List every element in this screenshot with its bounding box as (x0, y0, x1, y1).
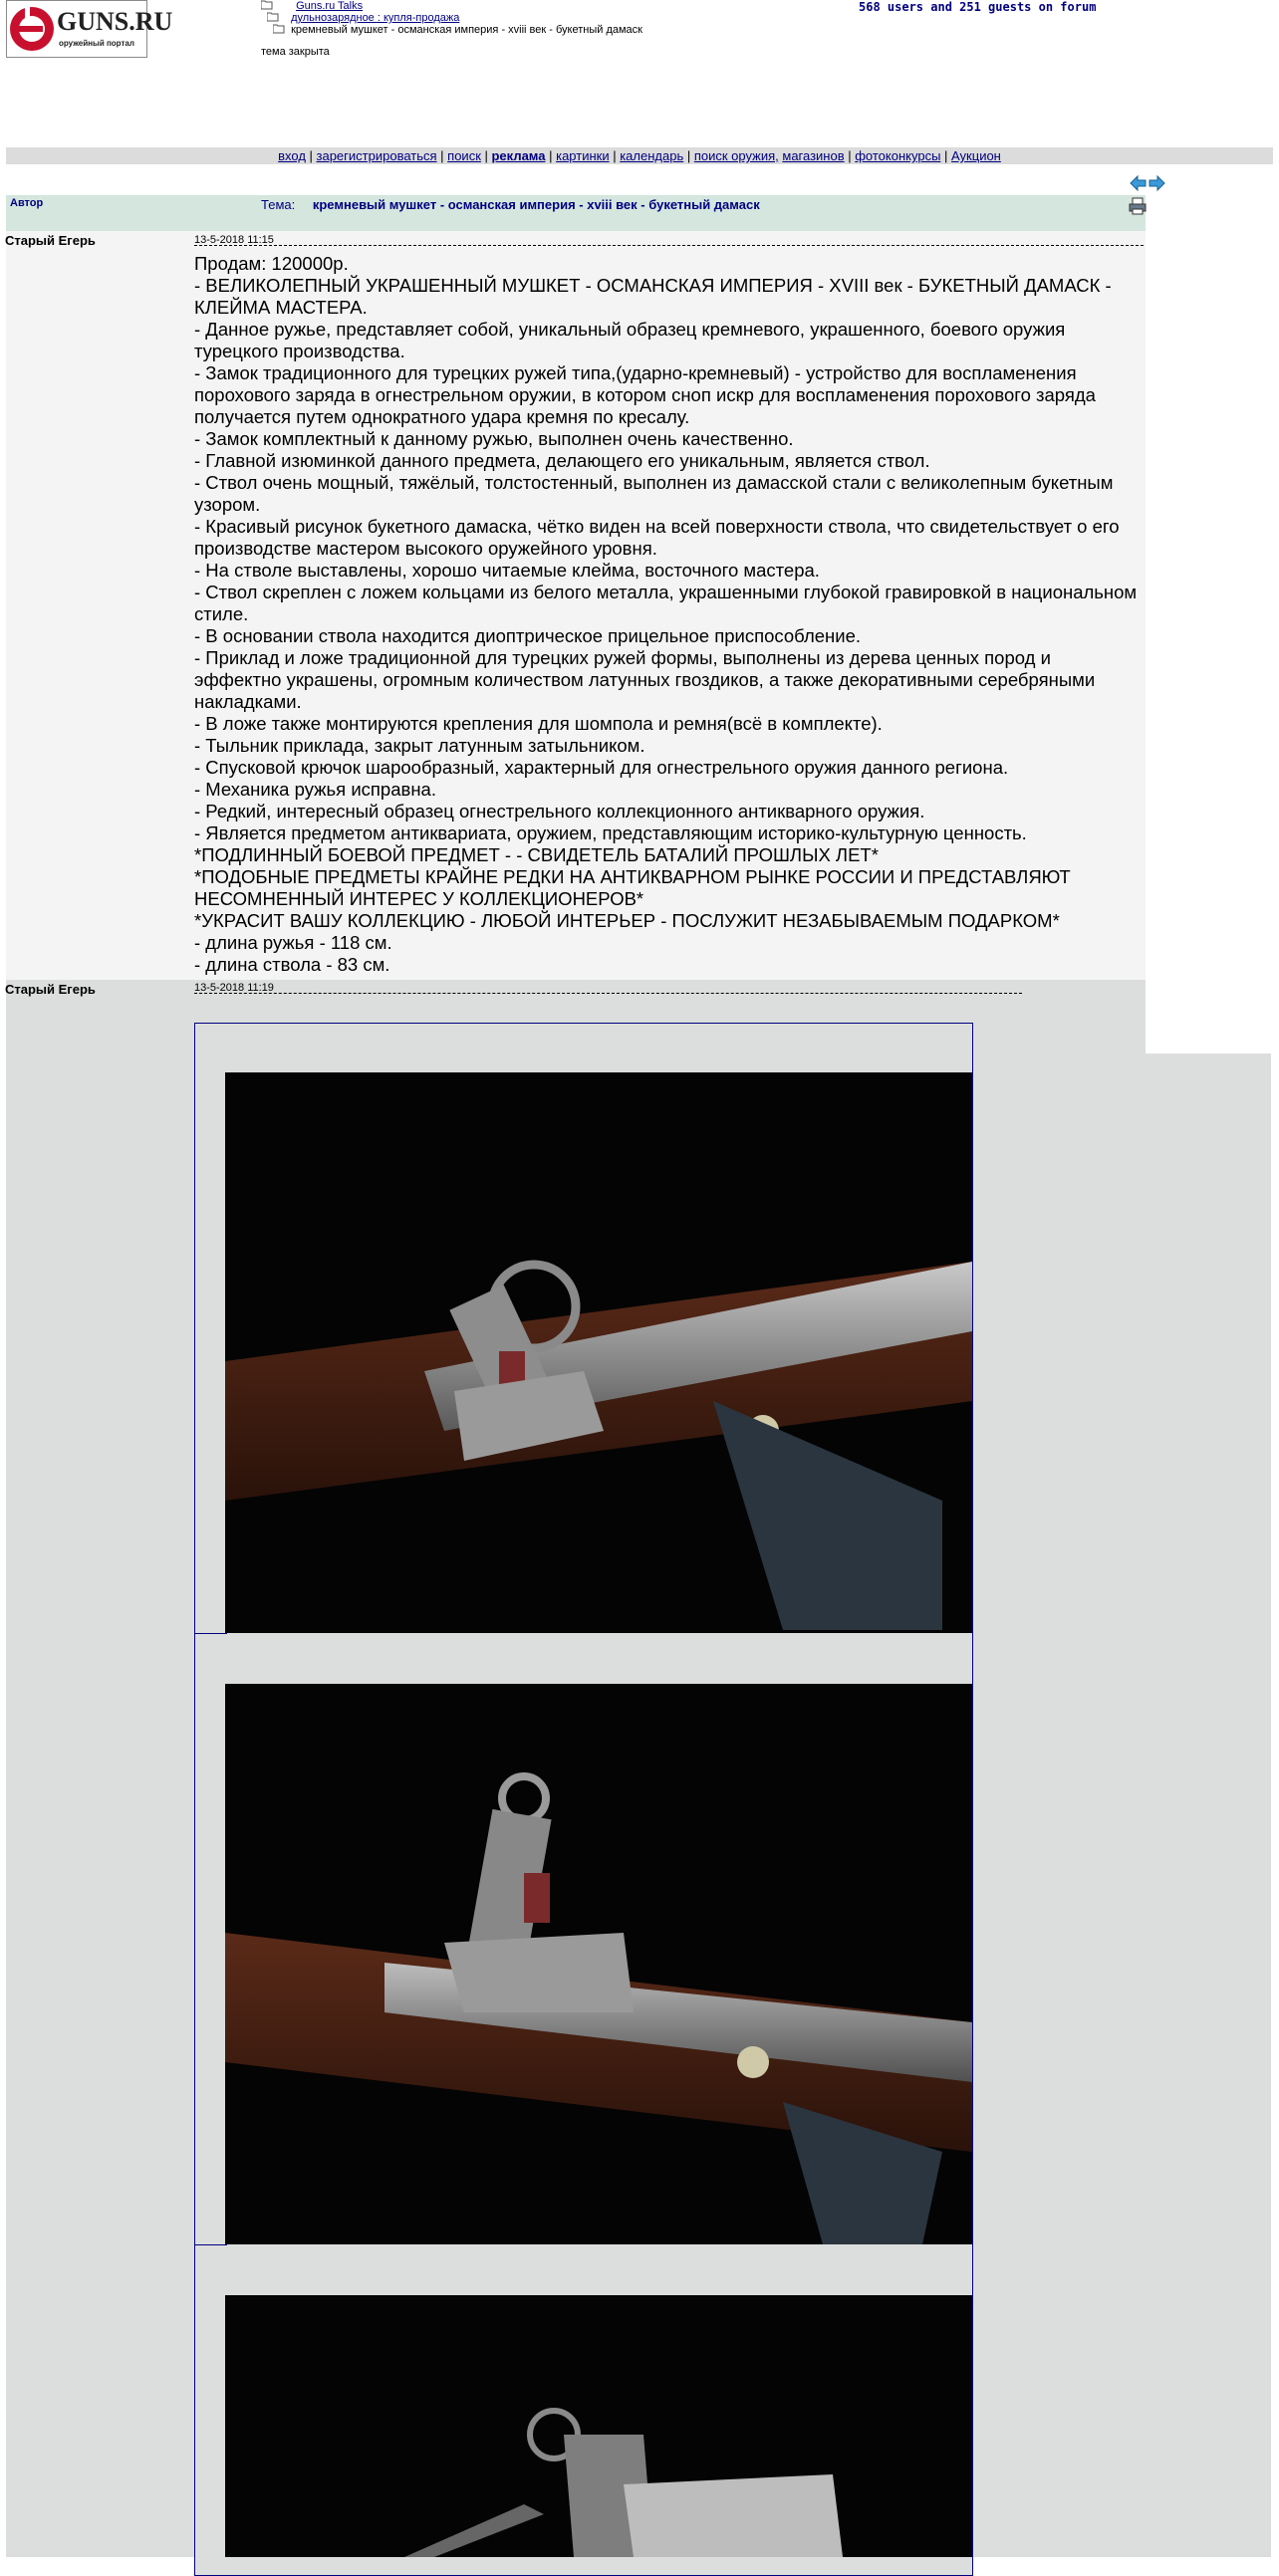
nav-search[interactable]: поиск (447, 148, 481, 163)
printer-icon[interactable] (1129, 197, 1147, 215)
post-date: 13-5-2018 11:15 (194, 234, 274, 246)
post-line: - Является предметом антиквариата, оружием, представляющим историко-культурную ценность. (194, 822, 1027, 843)
post-line: *ПОДЛИННЫЙ БОЕВОЙ ПРЕДМЕТ - - СВИДЕТЕЛЬ БАТАЛИЙ ПРОШЛЫХ ЛЕТ* (194, 844, 879, 865)
folder-open-icon (267, 12, 279, 22)
post-divider (194, 245, 1144, 246)
post-date: 13-5-2018 11:19 (194, 982, 274, 994)
post-text (194, 253, 1143, 976)
online-users-count: 568 users and 251 guests on forum (859, 0, 1097, 14)
breadcrumb-section[interactable]: дульнозарядное : купля-продажа (291, 12, 460, 24)
post-line: - длина ружья - 118 см. (194, 932, 392, 953)
musket-lock-photo[interactable] (225, 2295, 972, 2557)
post-line: - В ложе также монтируются крепления для шомпола и ремня(всё в комплекте). (194, 713, 883, 734)
post-line: - Ствол скреплен с ложем кольцами из белого металла, украшенными глубокой гравировкой в национальном стиле. (194, 582, 1138, 624)
logo-subtitle: оружейный портал (59, 39, 134, 48)
post-line: *ПОДОБНЫЕ ПРЕДМЕТЫ КРАЙНЕ РЕДКИ НА АНТИКВАРНОМ РЫНКЕ РОССИИ И ПРЕДСТАВЛЯЮТ НЕСОМНЕННЫЙ ИНТЕРЕС У КОЛЛЕКЦИОНЕРОВ* (194, 866, 1071, 909)
post-line: - Данное ружье, представляет собой, уникальный образец кремневого, украшенного, боевого оружия турецкого производства. (194, 319, 1066, 361)
nav-auction[interactable]: Аукцион (951, 148, 1001, 163)
arrow-right-icon[interactable] (1150, 176, 1164, 190)
folder-open-icon (273, 24, 285, 34)
frame-line (195, 1633, 227, 1634)
post-line: - Механика ружья исправна. (194, 779, 436, 800)
arrow-left-icon[interactable] (1131, 176, 1146, 190)
topic-label: Тема: (261, 197, 296, 212)
logo-text: GUNS.RU (57, 7, 173, 36)
post-divider (194, 993, 1022, 994)
topic-title: кремневый мушкет - османская империя - xviii век - букетный дамаск (312, 197, 760, 212)
thread-header (6, 195, 1146, 231)
breadcrumb (261, 0, 642, 36)
post-line: - ВЕЛИКОЛЕПНЫЙ УКРАШЕННЫЙ МУШКЕТ - ОСМАНСКАЯ ИМПЕРИЯ - XVIII век - БУКЕТНЫЙ ДАМАСК - КЛЕЙМА МАСТЕРА. (194, 275, 1112, 318)
author-column-header: Автор (10, 197, 44, 209)
post-line: - В основании ствола находится диоптрическое прицельное приспособление. (194, 625, 862, 646)
frame-line (195, 2244, 227, 2245)
nav-login[interactable]: вход (278, 148, 306, 163)
post-line: - На стволе выставлены, хорошо читаемые клейма, восточного мастера. (194, 560, 820, 581)
post-author-name[interactable]: Старый Егерь (5, 982, 96, 997)
topic-navigation (1130, 175, 1165, 191)
folder-open-icon (261, 0, 273, 10)
post-line: - Редкий, интересный образец огнестрельного коллекционного антикварного оружия. (194, 801, 925, 821)
post-line: - Красивый рисунок букетного дамаска, чётко виден на всей поверхности ствола, что свидетельствует о его производстве мастером высокого оружейного уровня. (194, 516, 1120, 559)
topic-status: тема закрыта (261, 46, 330, 58)
post-line: - Ствол очень мощный, тяжёлый, толстостенный, выполнен из дамасской стали с великолепным букетным узором. (194, 472, 1114, 515)
post-line: - Тыльник приклада, закрыт латунным затыльником. (194, 735, 645, 756)
post-line: - длина ствола - 83 см. (194, 954, 390, 975)
post-author-name[interactable]: Старый Егерь (5, 233, 96, 248)
post-line: - Спусковой крючок шарообразный, характерный для огнестрельного оружия данного региона. (194, 757, 1009, 778)
musket-lock-photo[interactable] (225, 1684, 972, 2244)
post-line: *УКРАСИТ ВАШУ КОЛЛЕКЦИЮ - ЛЮБОЙ ИНТЕРЬЕР - ПОСЛУЖИТ НЕЗАБЫВАЕМЫМ ПОДАРКОМ* (194, 910, 1060, 931)
main-nav: вход | зарегистрироваться | поиск | реклама | картинки | календарь | поиск оружия, магазинов | фотоконкурсы | Аукцион (6, 147, 1273, 164)
site-logo[interactable] (6, 0, 173, 58)
breadcrumb-topic: кремневый мушкет - османская империя - xviii век - букетный дамаск (291, 24, 642, 36)
nav-pictures[interactable]: картинки (556, 148, 610, 163)
topic-heading (261, 197, 760, 212)
post-line: - Приклад и ложе традиционной для турецких ружей формы, выполнены из дерева ценных пород и эффектно украшены, огромным количеством латунных гвоздиков, а также декоративными серебряными накладками. (194, 647, 1096, 712)
post-line: - Главной изюминкой данного предмета, делающего его уникальным, является ствол. (194, 450, 930, 471)
post-line: - Замок традиционного для турецких ружей типа,(ударно-кремневый) - устройство для воспламенения порохового заряда в огнестрельном оружии, в котором сноп искр для воспламенения порохового заряда получается путем однократного удара кремня по кресалу. (194, 362, 1096, 427)
post-author-cell (6, 980, 191, 2557)
nav-photo-contests[interactable]: фотоконкурсы (855, 148, 941, 163)
nav-shops[interactable]: магазинов (782, 148, 845, 163)
musket-lock-photo[interactable] (225, 1072, 972, 1633)
nav-calendar[interactable]: календарь (620, 148, 684, 163)
breadcrumb-forum-root[interactable]: Guns.ru Talks (296, 0, 364, 12)
nav-register[interactable]: зарегистрироваться (316, 148, 437, 163)
nav-weapon-search[interactable]: поиск оружия, (693, 148, 779, 163)
post-line: - Замок комплектный к данному ружью, выполнен очень качественно. (194, 428, 794, 449)
post-line: Продам: 120000р. (194, 253, 349, 274)
nav-advertising[interactable]: реклама (491, 148, 546, 163)
page-margin (1146, 980, 1271, 1054)
post-author-cell (6, 231, 191, 980)
